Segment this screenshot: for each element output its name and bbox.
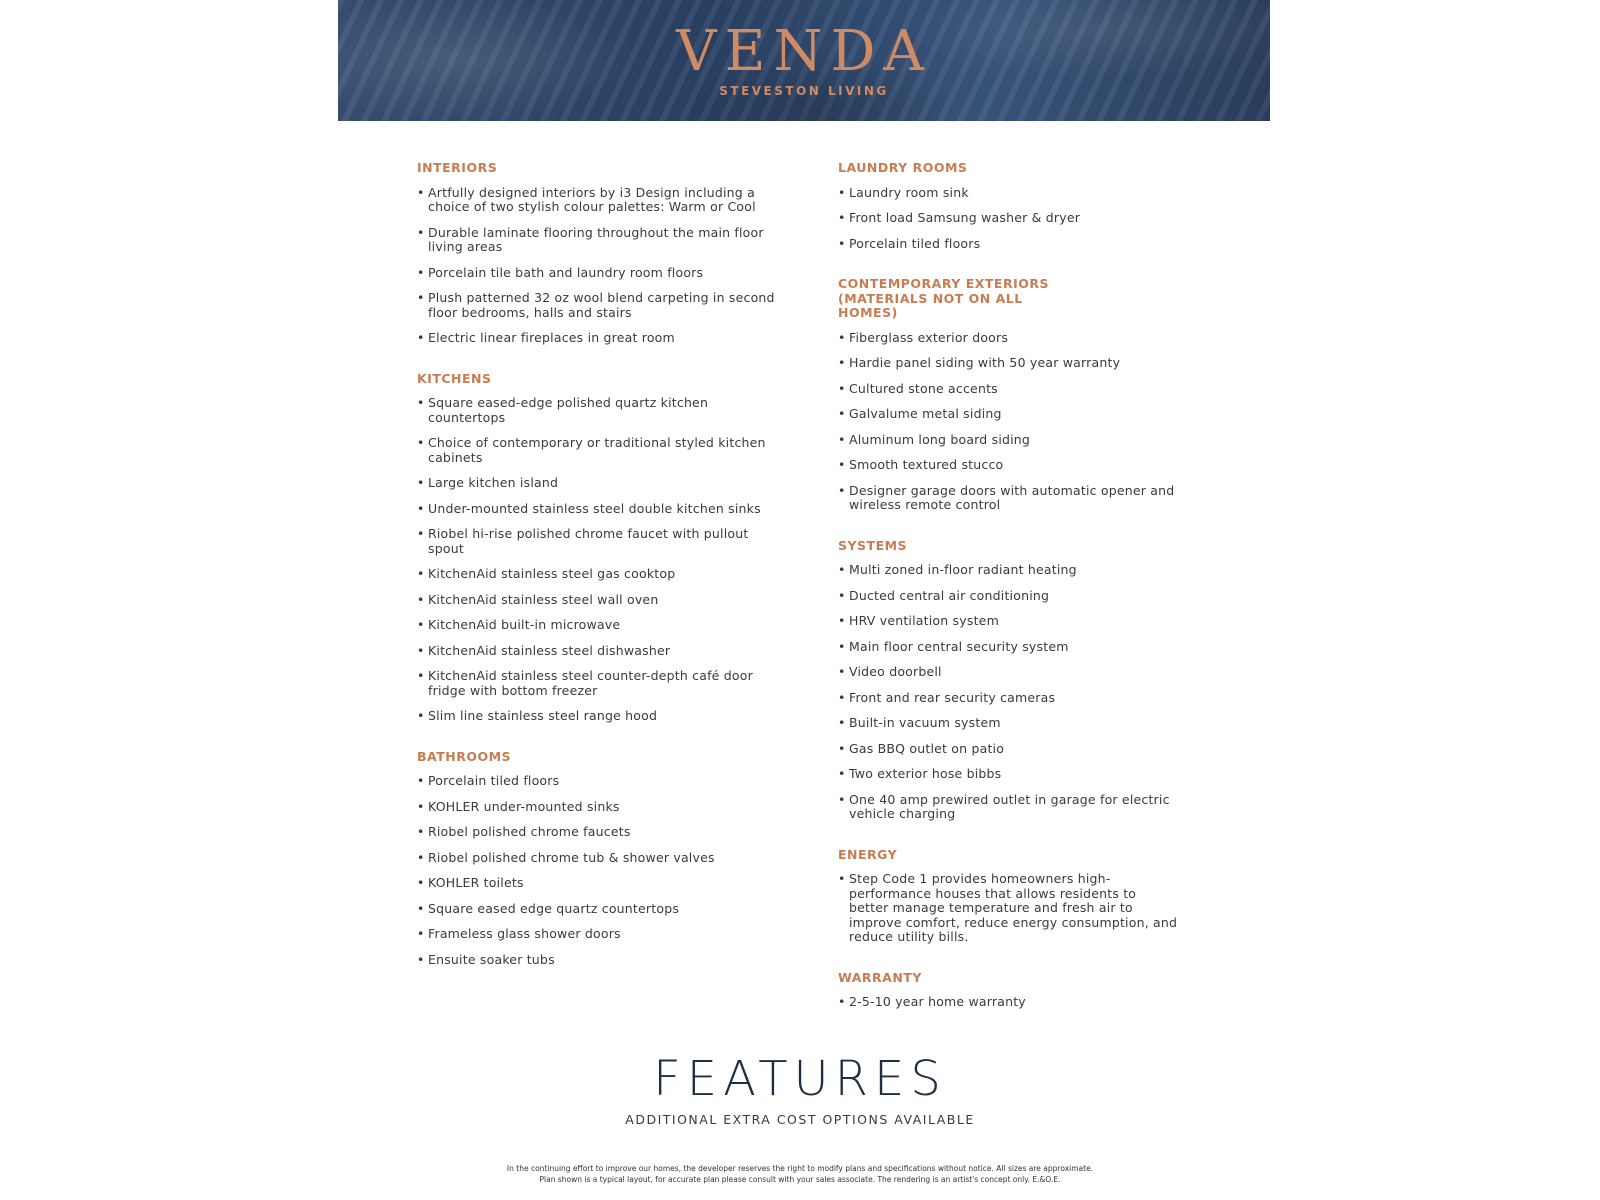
list-item: • Designer garage doors with automatic opener and wireless remote control — [838, 484, 1178, 513]
brand-logo: VENDA — [676, 19, 932, 84]
disclaimer-line: In the continuing effort to improve our homes, the developer reserves the right to modify plans and specifications without notice. All sizes are approximate. — [506, 1164, 1094, 1173]
list-item: • Riobel hi-rise polished chrome faucet with pullout spout — [417, 527, 779, 556]
list-item: • Galvalume metal siding — [838, 407, 1178, 422]
section-heading: ENERGY — [838, 846, 898, 862]
section-heading: SYSTEMS — [838, 537, 908, 553]
list-item: • Video doorbell — [838, 665, 1178, 680]
feature-list — [417, 186, 779, 346]
list-item: • Main floor central security system — [838, 640, 1178, 655]
list-item: • Ducted central air conditioning — [838, 589, 1178, 604]
list-item: • Smooth textured stucco — [838, 458, 1178, 473]
section-kitchens — [417, 372, 779, 724]
list-item: • KOHLER under-mounted sinks — [417, 800, 779, 815]
section-laundry — [838, 161, 1178, 251]
list-item: • Front and rear security cameras — [838, 691, 1178, 706]
list-item: • Plush patterned 32 oz wool blend carpeting in second floor bedrooms, halls and stairs — [417, 291, 779, 320]
list-item: • Cultured stone accents — [838, 382, 1178, 397]
feature-list — [417, 774, 779, 967]
left-column — [417, 161, 779, 993]
feature-list — [838, 331, 1178, 513]
section-warranty — [838, 971, 1178, 1010]
list-item: • Ensuite soaker tubs — [417, 953, 779, 968]
list-item: • Under-mounted stainless steel double kitchen sinks — [417, 502, 779, 517]
list-item: • KitchenAid stainless steel dishwasher — [417, 644, 779, 659]
list-item: • Step Code 1 provides homeowners high-performance houses that allows residents to better manage temperature and fresh air to improve comfort, reduce energy consumption, and reduce utility bills. — [838, 872, 1178, 945]
disclaimer-line: Plan shown is a typical layout, for accurate plan please consult with your sales associate. The rendering is an artist's concept only. E.&O.E. — [539, 1175, 1061, 1184]
feature-list — [838, 995, 1178, 1010]
list-item: • One 40 amp prewired outlet in garage for electric vehicle charging — [838, 793, 1178, 822]
feature-list — [838, 186, 1178, 252]
list-item: • Square eased edge quartz countertops — [417, 902, 779, 917]
section-heading: KITCHENS — [417, 370, 492, 386]
list-item: • Gas BBQ outlet on patio — [838, 742, 1178, 757]
section-bathrooms — [417, 750, 779, 968]
list-item: • Square eased-edge polished quartz kitchen countertops — [417, 396, 779, 425]
header-banner — [338, 0, 1270, 121]
list-item: • Electric linear fireplaces in great room — [417, 331, 779, 346]
list-item: • Porcelain tiled floors — [417, 774, 779, 789]
list-item: • Riobel polished chrome tub & shower valves — [417, 851, 779, 866]
brand-tagline: STEVESTON LIVING — [719, 84, 889, 98]
list-item: • Choice of contemporary or traditional styled kitchen cabinets — [417, 436, 779, 465]
page-title: FEATURES — [653, 1051, 947, 1107]
right-column — [838, 161, 1178, 1036]
feature-list — [417, 396, 779, 724]
list-item: • KitchenAid built-in microwave — [417, 618, 779, 633]
disclaimer — [0, 1163, 1600, 1185]
list-item: • Laundry room sink — [838, 186, 1178, 201]
list-item: • KitchenAid stainless steel wall oven — [417, 593, 779, 608]
list-item: • Slim line stainless steel range hood — [417, 709, 779, 724]
list-item: • Front load Samsung washer & dryer — [838, 211, 1178, 226]
section-heading: INTERIORS — [417, 160, 498, 175]
section-energy — [838, 848, 1178, 945]
section-heading: WARRANTY — [838, 969, 922, 985]
list-item: • KOHLER toilets — [417, 876, 779, 891]
list-item: • Multi zoned in-floor radiant heating — [838, 563, 1178, 578]
list-item: • HRV ventilation system — [838, 614, 1178, 629]
section-heading: BATHROOMS — [417, 748, 512, 764]
list-item: • Hardie panel siding with 50 year warranty — [838, 356, 1178, 371]
page-subtitle: ADDITIONAL EXTRA COST OPTIONS AVAILABLE — [625, 1112, 975, 1127]
list-item: • Durable laminate flooring throughout the main floor living areas — [417, 226, 779, 255]
list-item: • Aluminum long board siding — [838, 433, 1178, 448]
list-item: • Large kitchen island — [417, 476, 779, 491]
feature-list — [838, 563, 1178, 822]
section-heading: LAUNDRY ROOMS — [838, 160, 968, 175]
list-item: • KitchenAid stainless steel gas cooktop — [417, 567, 779, 582]
list-item: • KitchenAid stainless steel counter-depth café door fridge with bottom freezer — [417, 669, 779, 698]
list-item: • 2-5-10 year home warranty — [838, 995, 1178, 1010]
list-item: • Two exterior hose bibbs — [838, 767, 1178, 782]
list-item: • Porcelain tile bath and laundry room floors — [417, 266, 779, 281]
section-systems — [838, 539, 1178, 822]
list-item: • Built-in vacuum system — [838, 716, 1178, 731]
section-interiors — [417, 161, 779, 346]
list-item: • Porcelain tiled floors — [838, 237, 1178, 252]
feature-list — [838, 872, 1178, 945]
list-item: • Artfully designed interiors by i3 Design including a choice of two stylish colour palettes: Warm or Cool — [417, 186, 779, 215]
section-heading: CONTEMPORARY EXTERIORS (MATERIALS NOT ON ALL HOMES) — [838, 276, 1049, 320]
list-item: • Riobel polished chrome faucets — [417, 825, 779, 840]
list-item: • Fiberglass exterior doors — [838, 331, 1178, 346]
section-contemporary — [838, 277, 1178, 513]
list-item: • Frameless glass shower doors — [417, 927, 779, 942]
